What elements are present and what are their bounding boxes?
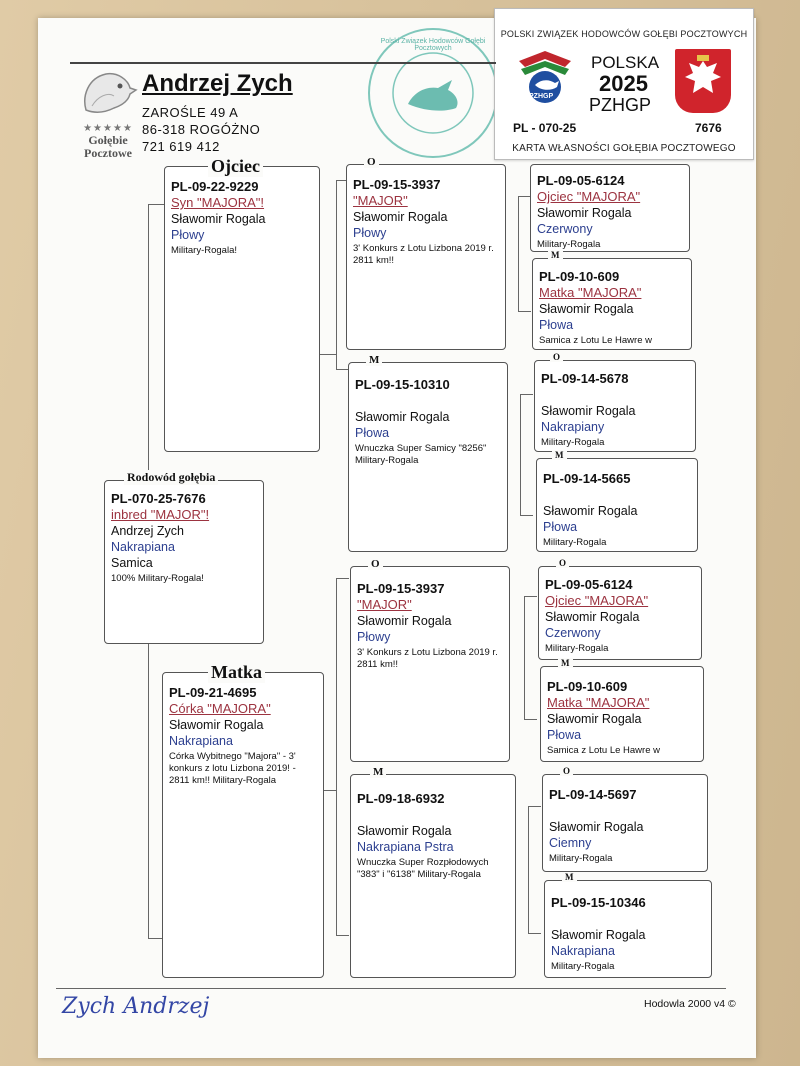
mother-owner: Sławomir Rogala [169, 718, 264, 732]
label-father: Ojciec [208, 156, 263, 177]
club-stamp [368, 28, 498, 158]
mmf-color: Ciemny [549, 836, 592, 850]
mmm-note: Military-Rogala [551, 961, 615, 972]
card-year: 2025 [599, 71, 648, 96]
logo-stars: ★★★★★ [83, 123, 133, 134]
label-mfm: M [558, 658, 573, 668]
ff-color: Płowy [353, 226, 387, 240]
bird-owner: Andrzej Zych [111, 524, 184, 538]
ffm-box [532, 258, 692, 350]
fff-color: Czerwony [537, 222, 593, 236]
mmf-ring: PL-09-14-5697 [549, 787, 637, 802]
card-number: 7676 [695, 121, 722, 135]
logo-text-2: Pocztowe [84, 146, 132, 160]
mfm-title: Matka "MAJORA" [547, 695, 650, 710]
mmm-title [551, 911, 705, 927]
mf-note: 3' Konkurs z Lotu Lizbona 2019 r. 2811 km!! [357, 647, 498, 670]
pzhgp-logo-icon [515, 49, 575, 105]
fff-ring: PL-09-05-6124 [537, 173, 625, 188]
bird-color: Nakrapiana [111, 540, 175, 554]
mm-ring: PL-09-18-6932 [357, 791, 445, 806]
ff-owner: Sławomir Rogala [353, 210, 448, 224]
mff-owner: Sławomir Rogala [545, 610, 640, 624]
connector-fm [520, 394, 533, 516]
fmf-note: Military-Rogala [541, 437, 605, 448]
fmf-box [534, 360, 696, 452]
stamp-text: Polski Związek Hodowców Gołębi Pocztowych [380, 38, 486, 52]
label-mf: O [368, 558, 383, 570]
mf-owner: Sławomir Rogala [357, 614, 452, 628]
fmf-owner: Sławomir Rogala [541, 404, 636, 418]
header-divider [70, 62, 496, 64]
label-ffm: M [548, 250, 563, 260]
subject-bird-box [104, 480, 264, 644]
address-line-2: 86-318 ROGÓŻNO [142, 122, 261, 137]
connector-mm [528, 806, 541, 934]
label-mmf: O [560, 766, 573, 776]
mmm-box [544, 880, 712, 978]
ff-note: 3' Konkurs z Lotu Lizbona 2019 r. 2811 km!! [353, 243, 494, 266]
fff-note: Military-Rogala [537, 239, 601, 250]
mm-box [350, 774, 516, 978]
fm-ring: PL-09-15-10310 [355, 377, 450, 392]
address-line-1: ZAROŚLE 49 A [142, 105, 239, 120]
fmm-color: Płowa [543, 520, 578, 534]
connector-mf [524, 596, 537, 720]
fmm-ring: PL-09-14-5665 [543, 471, 631, 486]
fff-owner: Sławomir Rogala [537, 206, 632, 220]
mm-owner: Sławomir Rogala [357, 824, 452, 838]
mother-title: Córka "MAJORA" [169, 701, 271, 716]
mfm-color: Płowa [547, 728, 582, 742]
connector-m-tick [324, 790, 336, 791]
mother-box [162, 672, 324, 978]
phone-number: 721 619 412 [142, 139, 220, 154]
mmf-title [549, 803, 701, 819]
breeder-address [142, 104, 260, 155]
fmm-owner: Sławomir Rogala [543, 504, 638, 518]
mf-box [350, 566, 510, 762]
connector-f-tick [320, 354, 336, 355]
ff-box [346, 164, 506, 350]
label-fmm: M [552, 450, 567, 460]
mfm-box [540, 666, 704, 762]
label-mff: O [556, 558, 569, 568]
mmf-note: Military-Rogala [549, 853, 613, 864]
bird-ring: PL-070-25-7676 [111, 491, 206, 506]
pigeon-head-icon [78, 66, 138, 118]
mother-ring: PL-09-21-4695 [169, 685, 257, 700]
mother-color: Nakrapiana [169, 734, 233, 748]
ffm-note: Samica z Lotu Le Hawre w [539, 335, 652, 346]
mff-ring: PL-09-05-6124 [545, 577, 633, 592]
mff-box [538, 566, 702, 660]
mmm-color: Nakrapiana [551, 944, 615, 958]
father-title: Syn "MAJORA"! [171, 195, 265, 210]
fm-box [348, 362, 508, 552]
mff-title: Ojciec "MAJORA" [545, 593, 649, 608]
label-mmm: M [562, 872, 577, 882]
connector-father-tick [148, 204, 164, 205]
mmf-box [542, 774, 708, 872]
logo-text-1: Gołębie [88, 133, 128, 147]
ffm-ring: PL-09-10-609 [539, 269, 620, 284]
card-abbrev: PZHGP [589, 95, 652, 115]
label-fm: M [366, 354, 382, 366]
fm-title [355, 393, 501, 409]
fmf-color: Nakrapiany [541, 420, 605, 434]
ff-title: "MAJOR" [353, 193, 408, 208]
ff-ring: PL-09-15-3937 [353, 177, 441, 192]
fm-color: Płowa [355, 426, 390, 440]
mm-title [357, 807, 509, 823]
breeder-name: Andrzej Zych [142, 70, 293, 97]
fmf-ring: PL-09-14-5678 [541, 371, 629, 386]
card-caption: KARTA WŁASNOŚCI GOŁĘBIA POCZTOWEGO [512, 143, 736, 154]
mfm-note: Samica z Lotu Le Hawre w [547, 745, 660, 756]
mmm-owner: Sławomir Rogala [551, 928, 646, 942]
father-ring: PL-09-22-9229 [171, 179, 259, 194]
mff-note: Military-Rogala [545, 643, 609, 654]
father-color: Płowy [171, 228, 205, 242]
label-mother: Matka [208, 662, 265, 683]
ownership-card [494, 8, 754, 160]
label-fmf: O [550, 352, 563, 362]
ffm-owner: Sławomir Rogala [539, 302, 634, 316]
mmf-owner: Sławomir Rogala [549, 820, 644, 834]
mmm-ring: PL-09-15-10346 [551, 895, 646, 910]
pigeon-logo [78, 66, 138, 160]
fmm-box [536, 458, 698, 552]
fff-title: Ojciec "MAJORA" [537, 189, 641, 204]
breeder-signature: Zych Andrzej [62, 994, 210, 1019]
fmf-title [541, 387, 689, 403]
mfm-ring: PL-09-10-609 [547, 679, 628, 694]
card-country: POLSKA [591, 53, 660, 72]
footer-divider [56, 988, 726, 989]
fm-note: Wnuczka Super Samicy "8256" Military-Rogala [355, 443, 487, 466]
fff-box [530, 164, 690, 252]
polish-eagle-icon [675, 49, 731, 113]
pzhgp-badge: PZHGP [529, 93, 554, 100]
label-ff: O [364, 156, 379, 168]
connector-m [336, 578, 349, 936]
label-pedigree: Rodowód gołębia [124, 470, 218, 485]
bird-title: inbred "MAJOR"! [111, 507, 210, 522]
mm-color: Nakrapiana Pstra [357, 840, 454, 854]
mm-note: Wnuczka Super Rozpłodowych "383" i "6138" Military-Rogala [357, 857, 489, 880]
fmm-note: Military-Rogala [543, 537, 607, 548]
fm-owner: Sławomir Rogala [355, 410, 450, 424]
father-box [164, 166, 320, 452]
mf-title: "MAJOR" [357, 597, 412, 612]
father-owner: Sławomir Rogala [171, 212, 266, 226]
bird-sex: Samica [111, 556, 153, 570]
label-mm: M [370, 766, 386, 778]
mother-note: Córka Wybitnego "Majora" - 3' konkurs z lotu Lizbona 2019! - 2811 km!! Military-Rogala [169, 751, 296, 786]
bird-note: 100% Military-Rogala! [111, 573, 204, 584]
mfm-owner: Sławomir Rogala [547, 712, 642, 726]
ffm-title: Matka "MAJORA" [539, 285, 642, 300]
card-ring: PL - 070-25 [513, 121, 577, 135]
card-org-name: POLSKI ZWIĄZEK HODOWCÓW GOŁĘBI POCZTOWYCH [500, 29, 748, 39]
father-note: Military-Rogala! [171, 245, 237, 256]
mf-ring: PL-09-15-3937 [357, 581, 445, 596]
mf-color: Płowy [357, 630, 391, 644]
ffm-color: Płowa [539, 318, 574, 332]
fmm-title [543, 487, 691, 503]
software-credit: Hodowla 2000 v4 © [644, 998, 736, 1010]
mff-color: Czerwony [545, 626, 601, 640]
